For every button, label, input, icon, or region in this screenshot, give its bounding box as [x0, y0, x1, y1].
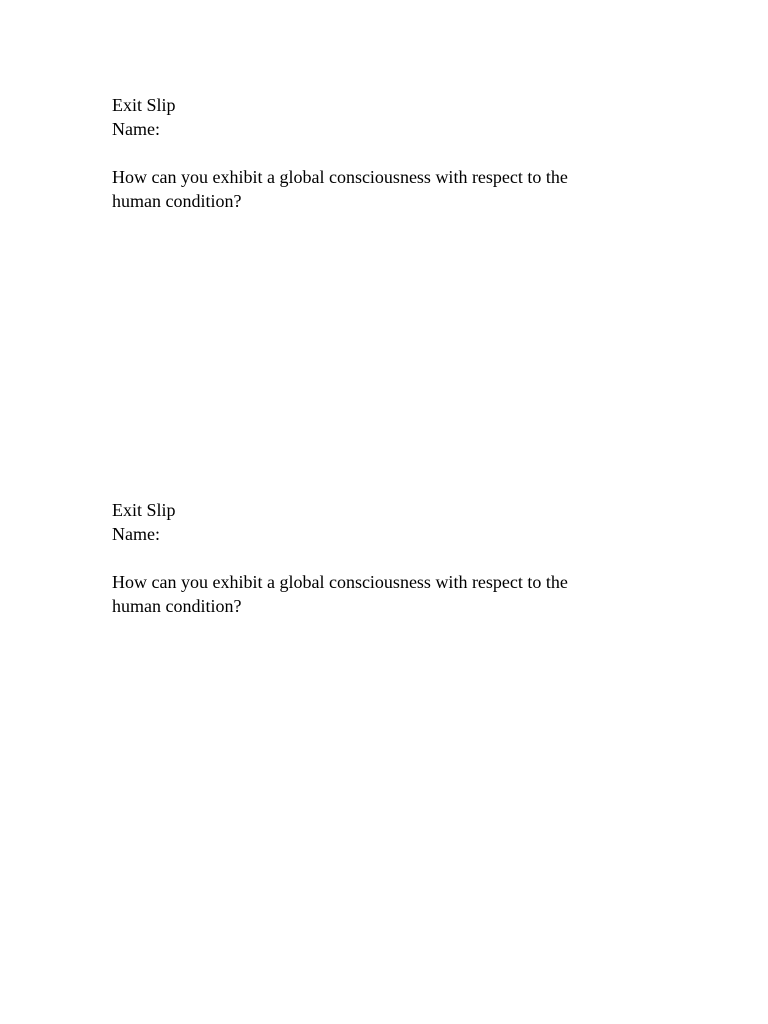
blank-line [112, 141, 672, 165]
slip-title: Exit Slip [112, 95, 176, 115]
question-line-2: human condition? [112, 191, 242, 211]
exit-slip-2 [112, 498, 672, 618]
name-label: Name: [112, 119, 160, 139]
exit-slip-1 [112, 93, 672, 213]
blank-line [112, 546, 672, 570]
question-line-1: How can you exhibit a global consciousness with respect to the [112, 572, 568, 592]
name-label: Name: [112, 524, 160, 544]
question-line-1: How can you exhibit a global consciousness with respect to the [112, 167, 568, 187]
slip-title: Exit Slip [112, 500, 176, 520]
question-line-2: human condition? [112, 596, 242, 616]
